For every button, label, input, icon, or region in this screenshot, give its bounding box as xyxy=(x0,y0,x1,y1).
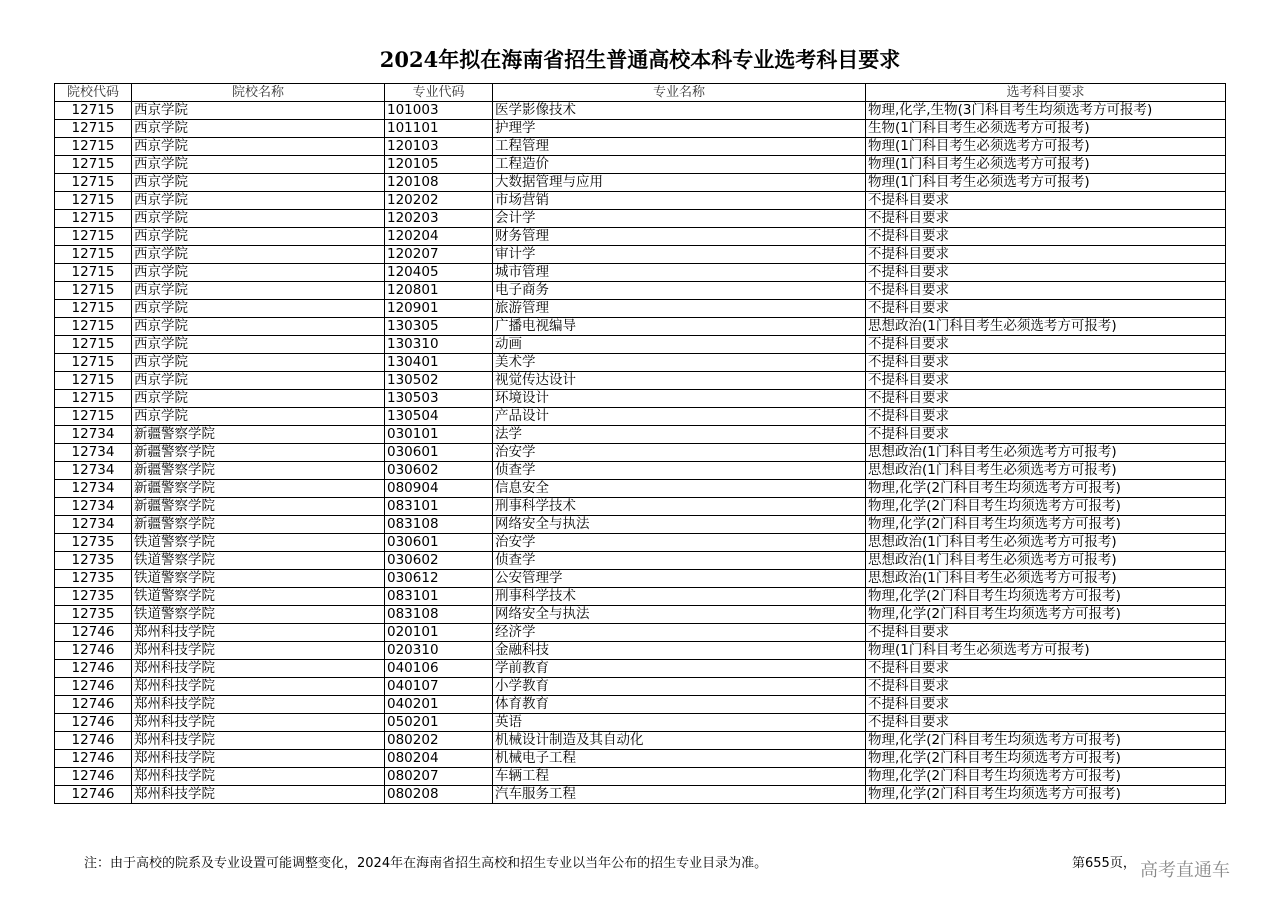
cell-school-code: 12715 xyxy=(55,336,132,354)
table-row xyxy=(55,444,1226,462)
cell-major-code: 083108 xyxy=(385,606,493,624)
table-body xyxy=(55,102,1226,804)
cell-school-name: 西京学院 xyxy=(132,336,385,354)
cell-school-name: 郑州科技学院 xyxy=(132,624,385,642)
cell-subject-requirement: 物理(1门科目考生必须选考方可报考) xyxy=(866,642,1226,660)
cell-school-code: 12746 xyxy=(55,750,132,768)
table-row xyxy=(55,516,1226,534)
table-row xyxy=(55,372,1226,390)
cell-subject-requirement: 不提科目要求 xyxy=(866,246,1226,264)
table-row xyxy=(55,318,1226,336)
cell-subject-requirement: 物理,化学(2门科目考生均须选考方可报考) xyxy=(866,516,1226,534)
cell-school-name: 西京学院 xyxy=(132,174,385,192)
table-row xyxy=(55,642,1226,660)
cell-school-name: 新疆警察学院 xyxy=(132,462,385,480)
cell-subject-requirement: 物理(1门科目考生必须选考方可报考) xyxy=(866,138,1226,156)
cell-major-name: 车辆工程 xyxy=(493,768,866,786)
cell-school-name: 郑州科技学院 xyxy=(132,696,385,714)
cell-school-code: 12715 xyxy=(55,354,132,372)
table-row xyxy=(55,210,1226,228)
table-row xyxy=(55,480,1226,498)
requirements-table xyxy=(54,83,1226,804)
cell-major-name: 旅游管理 xyxy=(493,300,866,318)
cell-major-name: 产品设计 xyxy=(493,408,866,426)
cell-major-code: 130401 xyxy=(385,354,493,372)
cell-subject-requirement: 不提科目要求 xyxy=(866,714,1226,732)
cell-major-name: 市场营销 xyxy=(493,192,866,210)
cell-school-code: 12715 xyxy=(55,372,132,390)
page-number: 第655页， xyxy=(1072,856,1136,871)
cell-major-name: 网络安全与执法 xyxy=(493,516,866,534)
cell-school-name: 西京学院 xyxy=(132,138,385,156)
table-row xyxy=(55,228,1226,246)
cell-school-code: 12715 xyxy=(55,156,132,174)
cell-major-code: 080204 xyxy=(385,750,493,768)
cell-school-code: 12734 xyxy=(55,516,132,534)
cell-school-name: 铁道警察学院 xyxy=(132,570,385,588)
table-row xyxy=(55,120,1226,138)
table-row xyxy=(55,534,1226,552)
page-title: 2024年拟在海南省招生普通高校本科专业选考科目要求 xyxy=(379,47,901,72)
cell-major-name: 公安管理学 xyxy=(493,570,866,588)
cell-major-code: 030101 xyxy=(385,426,493,444)
cell-major-code: 120108 xyxy=(385,174,493,192)
cell-school-name: 西京学院 xyxy=(132,372,385,390)
cell-school-code: 12715 xyxy=(55,408,132,426)
cell-subject-requirement: 不提科目要求 xyxy=(866,696,1226,714)
cell-subject-requirement: 不提科目要求 xyxy=(866,372,1226,390)
cell-major-name: 工程造价 xyxy=(493,156,866,174)
table-row xyxy=(55,660,1226,678)
cell-major-name: 审计学 xyxy=(493,246,866,264)
header-major-name: 专业名称 xyxy=(493,84,866,102)
cell-school-code: 12735 xyxy=(55,534,132,552)
cell-subject-requirement: 物理,化学(2门科目考生均须选考方可报考) xyxy=(866,732,1226,750)
cell-major-name: 美术学 xyxy=(493,354,866,372)
cell-school-code: 12746 xyxy=(55,768,132,786)
cell-major-name: 动画 xyxy=(493,336,866,354)
cell-school-code: 12734 xyxy=(55,480,132,498)
cell-school-code: 12715 xyxy=(55,390,132,408)
cell-school-code: 12746 xyxy=(55,624,132,642)
cell-major-name: 刑事科学技术 xyxy=(493,588,866,606)
cell-major-name: 医学影像技术 xyxy=(493,102,866,120)
cell-school-name: 西京学院 xyxy=(132,246,385,264)
cell-major-name: 会计学 xyxy=(493,210,866,228)
cell-school-code: 12746 xyxy=(55,786,132,804)
cell-school-code: 12715 xyxy=(55,102,132,120)
table-row xyxy=(55,498,1226,516)
cell-school-code: 12715 xyxy=(55,282,132,300)
cell-subject-requirement: 物理,化学(2门科目考生均须选考方可报考) xyxy=(866,750,1226,768)
cell-major-code: 130503 xyxy=(385,390,493,408)
cell-school-name: 西京学院 xyxy=(132,228,385,246)
cell-school-code: 12746 xyxy=(55,660,132,678)
cell-subject-requirement: 不提科目要求 xyxy=(866,354,1226,372)
cell-major-code: 020310 xyxy=(385,642,493,660)
table-row xyxy=(55,552,1226,570)
cell-school-name: 郑州科技学院 xyxy=(132,732,385,750)
header-school-code: 院校代码 xyxy=(55,84,132,102)
cell-school-code: 12715 xyxy=(55,264,132,282)
cell-school-code: 12734 xyxy=(55,462,132,480)
cell-school-name: 西京学院 xyxy=(132,120,385,138)
watermark-text: 高考直通车 xyxy=(1140,860,1230,881)
cell-subject-requirement: 物理,化学(2门科目考生均须选考方可报考) xyxy=(866,480,1226,498)
table-row xyxy=(55,390,1226,408)
cell-school-name: 铁道警察学院 xyxy=(132,588,385,606)
cell-subject-requirement: 思想政治(1门科目考生必须选考方可报考) xyxy=(866,318,1226,336)
cell-major-name: 侦查学 xyxy=(493,552,866,570)
cell-school-code: 12746 xyxy=(55,732,132,750)
cell-subject-requirement: 物理,化学(2门科目考生均须选考方可报考) xyxy=(866,588,1226,606)
cell-school-code: 12735 xyxy=(55,552,132,570)
cell-major-name: 环境设计 xyxy=(493,390,866,408)
cell-subject-requirement: 思想政治(1门科目考生必须选考方可报考) xyxy=(866,534,1226,552)
cell-subject-requirement: 思想政治(1门科目考生必须选考方可报考) xyxy=(866,570,1226,588)
cell-major-code: 080208 xyxy=(385,786,493,804)
cell-major-code: 050201 xyxy=(385,714,493,732)
cell-major-name: 机械设计制造及其自动化 xyxy=(493,732,866,750)
cell-school-name: 西京学院 xyxy=(132,210,385,228)
cell-subject-requirement: 不提科目要求 xyxy=(866,264,1226,282)
cell-school-code: 12715 xyxy=(55,228,132,246)
cell-major-name: 治安学 xyxy=(493,534,866,552)
cell-school-code: 12715 xyxy=(55,300,132,318)
cell-school-name: 西京学院 xyxy=(132,192,385,210)
cell-major-name: 法学 xyxy=(493,426,866,444)
cell-major-code: 120801 xyxy=(385,282,493,300)
cell-school-name: 西京学院 xyxy=(132,156,385,174)
cell-major-name: 护理学 xyxy=(493,120,866,138)
cell-subject-requirement: 不提科目要求 xyxy=(866,624,1226,642)
cell-school-code: 12735 xyxy=(55,606,132,624)
table-row xyxy=(55,426,1226,444)
cell-major-name: 机械电子工程 xyxy=(493,750,866,768)
cell-school-code: 12734 xyxy=(55,498,132,516)
cell-subject-requirement: 物理,化学(2门科目考生均须选考方可报考) xyxy=(866,786,1226,804)
table-row xyxy=(55,696,1226,714)
cell-subject-requirement: 物理,化学(2门科目考生均须选考方可报考) xyxy=(866,498,1226,516)
cell-subject-requirement: 物理(1门科目考生必须选考方可报考) xyxy=(866,174,1226,192)
cell-major-name: 刑事科学技术 xyxy=(493,498,866,516)
footer-note: 注：由于高校的院系及专业设置可能调整变化，2024年在海南省招生高校和招生专业以当年公布的招生专业目录为准。 xyxy=(84,856,768,871)
cell-school-name: 郑州科技学院 xyxy=(132,714,385,732)
cell-major-code: 030601 xyxy=(385,444,493,462)
cell-subject-requirement: 物理,化学(2门科目考生均须选考方可报考) xyxy=(866,768,1226,786)
cell-major-code: 101101 xyxy=(385,120,493,138)
table-row xyxy=(55,264,1226,282)
cell-subject-requirement: 不提科目要求 xyxy=(866,192,1226,210)
cell-school-name: 西京学院 xyxy=(132,300,385,318)
table-row xyxy=(55,102,1226,120)
cell-school-name: 郑州科技学院 xyxy=(132,786,385,804)
header-major-code: 专业代码 xyxy=(385,84,493,102)
cell-major-code: 040107 xyxy=(385,678,493,696)
table-row xyxy=(55,336,1226,354)
table-row xyxy=(55,300,1226,318)
cell-school-code: 12735 xyxy=(55,588,132,606)
cell-major-name: 侦查学 xyxy=(493,462,866,480)
cell-school-name: 西京学院 xyxy=(132,390,385,408)
cell-major-code: 083101 xyxy=(385,588,493,606)
cell-major-code: 020101 xyxy=(385,624,493,642)
cell-subject-requirement: 物理,化学(2门科目考生均须选考方可报考) xyxy=(866,606,1226,624)
cell-major-code: 120103 xyxy=(385,138,493,156)
cell-major-code: 080904 xyxy=(385,480,493,498)
table-row xyxy=(55,570,1226,588)
cell-school-name: 西京学院 xyxy=(132,354,385,372)
cell-major-name: 汽车服务工程 xyxy=(493,786,866,804)
cell-school-name: 新疆警察学院 xyxy=(132,426,385,444)
table-row xyxy=(55,786,1226,804)
cell-major-code: 030601 xyxy=(385,534,493,552)
cell-school-name: 西京学院 xyxy=(132,408,385,426)
cell-major-name: 电子商务 xyxy=(493,282,866,300)
cell-school-code: 12715 xyxy=(55,192,132,210)
cell-major-name: 视觉传达设计 xyxy=(493,372,866,390)
cell-school-code: 12715 xyxy=(55,246,132,264)
cell-school-code: 12715 xyxy=(55,120,132,138)
cell-major-code: 080207 xyxy=(385,768,493,786)
cell-major-code: 080202 xyxy=(385,732,493,750)
cell-school-name: 铁道警察学院 xyxy=(132,534,385,552)
cell-school-name: 新疆警察学院 xyxy=(132,516,385,534)
table-row xyxy=(55,768,1226,786)
cell-major-code: 120202 xyxy=(385,192,493,210)
cell-major-name: 学前教育 xyxy=(493,660,866,678)
cell-major-code: 130504 xyxy=(385,408,493,426)
table-row xyxy=(55,174,1226,192)
cell-major-code: 030602 xyxy=(385,462,493,480)
cell-subject-requirement: 物理,化学,生物(3门科目考生均须选考方可报考) xyxy=(866,102,1226,120)
cell-school-name: 郑州科技学院 xyxy=(132,642,385,660)
cell-major-code: 130305 xyxy=(385,318,493,336)
cell-school-code: 12746 xyxy=(55,678,132,696)
table-row xyxy=(55,750,1226,768)
cell-school-name: 郑州科技学院 xyxy=(132,768,385,786)
table-header-row xyxy=(55,84,1226,102)
cell-school-code: 12746 xyxy=(55,696,132,714)
table-row xyxy=(55,156,1226,174)
cell-major-code: 030612 xyxy=(385,570,493,588)
cell-subject-requirement: 思想政治(1门科目考生必须选考方可报考) xyxy=(866,444,1226,462)
table-row xyxy=(55,192,1226,210)
cell-major-name: 城市管理 xyxy=(493,264,866,282)
cell-school-name: 郑州科技学院 xyxy=(132,750,385,768)
cell-major-code: 101003 xyxy=(385,102,493,120)
table-row xyxy=(55,606,1226,624)
cell-subject-requirement: 思想政治(1门科目考生必须选考方可报考) xyxy=(866,552,1226,570)
cell-subject-requirement: 不提科目要求 xyxy=(866,660,1226,678)
cell-major-name: 财务管理 xyxy=(493,228,866,246)
table-row xyxy=(55,282,1226,300)
table-row xyxy=(55,624,1226,642)
cell-major-code: 120405 xyxy=(385,264,493,282)
cell-school-code: 12734 xyxy=(55,426,132,444)
cell-major-code: 120901 xyxy=(385,300,493,318)
cell-subject-requirement: 不提科目要求 xyxy=(866,390,1226,408)
cell-major-name: 经济学 xyxy=(493,624,866,642)
cell-major-code: 083108 xyxy=(385,516,493,534)
table-row xyxy=(55,462,1226,480)
cell-major-name: 金融科技 xyxy=(493,642,866,660)
cell-major-code: 130502 xyxy=(385,372,493,390)
cell-school-code: 12715 xyxy=(55,138,132,156)
cell-major-name: 治安学 xyxy=(493,444,866,462)
cell-major-code: 040106 xyxy=(385,660,493,678)
cell-major-name: 工程管理 xyxy=(493,138,866,156)
cell-subject-requirement: 不提科目要求 xyxy=(866,282,1226,300)
cell-major-code: 120203 xyxy=(385,210,493,228)
cell-major-code: 120204 xyxy=(385,228,493,246)
cell-subject-requirement: 不提科目要求 xyxy=(866,210,1226,228)
cell-school-name: 铁道警察学院 xyxy=(132,606,385,624)
cell-school-name: 郑州科技学院 xyxy=(132,660,385,678)
cell-major-name: 体育教育 xyxy=(493,696,866,714)
header-school-name: 院校名称 xyxy=(132,84,385,102)
cell-school-name: 西京学院 xyxy=(132,282,385,300)
table-row xyxy=(55,714,1226,732)
cell-school-code: 12715 xyxy=(55,174,132,192)
cell-school-code: 12746 xyxy=(55,714,132,732)
cell-major-name: 广播电视编导 xyxy=(493,318,866,336)
cell-school-code: 12715 xyxy=(55,318,132,336)
cell-school-name: 新疆警察学院 xyxy=(132,444,385,462)
cell-school-name: 新疆警察学院 xyxy=(132,498,385,516)
table-row xyxy=(55,408,1226,426)
cell-subject-requirement: 生物(1门科目考生必须选考方可报考) xyxy=(866,120,1226,138)
cell-major-code: 040201 xyxy=(385,696,493,714)
cell-subject-requirement: 思想政治(1门科目考生必须选考方可报考) xyxy=(866,462,1226,480)
cell-major-name: 小学教育 xyxy=(493,678,866,696)
cell-school-code: 12715 xyxy=(55,210,132,228)
table-row xyxy=(55,246,1226,264)
table-row xyxy=(55,138,1226,156)
table-row xyxy=(55,354,1226,372)
table-row xyxy=(55,588,1226,606)
cell-school-name: 铁道警察学院 xyxy=(132,552,385,570)
table-row xyxy=(55,678,1226,696)
cell-major-code: 030602 xyxy=(385,552,493,570)
cell-subject-requirement: 物理(1门科目考生必须选考方可报考) xyxy=(866,156,1226,174)
cell-school-code: 12746 xyxy=(55,642,132,660)
cell-subject-requirement: 不提科目要求 xyxy=(866,678,1226,696)
cell-subject-requirement: 不提科目要求 xyxy=(866,336,1226,354)
cell-school-code: 12734 xyxy=(55,444,132,462)
cell-major-name: 网络安全与执法 xyxy=(493,606,866,624)
cell-subject-requirement: 不提科目要求 xyxy=(866,300,1226,318)
cell-school-code: 12735 xyxy=(55,570,132,588)
cell-major-code: 120207 xyxy=(385,246,493,264)
cell-school-name: 新疆警察学院 xyxy=(132,480,385,498)
cell-school-name: 郑州科技学院 xyxy=(132,678,385,696)
cell-school-name: 西京学院 xyxy=(132,102,385,120)
cell-subject-requirement: 不提科目要求 xyxy=(866,228,1226,246)
cell-major-name: 信息安全 xyxy=(493,480,866,498)
cell-major-name: 英语 xyxy=(493,714,866,732)
cell-subject-requirement: 不提科目要求 xyxy=(866,426,1226,444)
cell-major-code: 130310 xyxy=(385,336,493,354)
table-row xyxy=(55,732,1226,750)
header-subject-requirement: 选考科目要求 xyxy=(866,84,1226,102)
cell-subject-requirement: 不提科目要求 xyxy=(866,408,1226,426)
cell-school-name: 西京学院 xyxy=(132,264,385,282)
cell-major-code: 120105 xyxy=(385,156,493,174)
cell-school-name: 西京学院 xyxy=(132,318,385,336)
cell-major-code: 083101 xyxy=(385,498,493,516)
cell-major-name: 大数据管理与应用 xyxy=(493,174,866,192)
